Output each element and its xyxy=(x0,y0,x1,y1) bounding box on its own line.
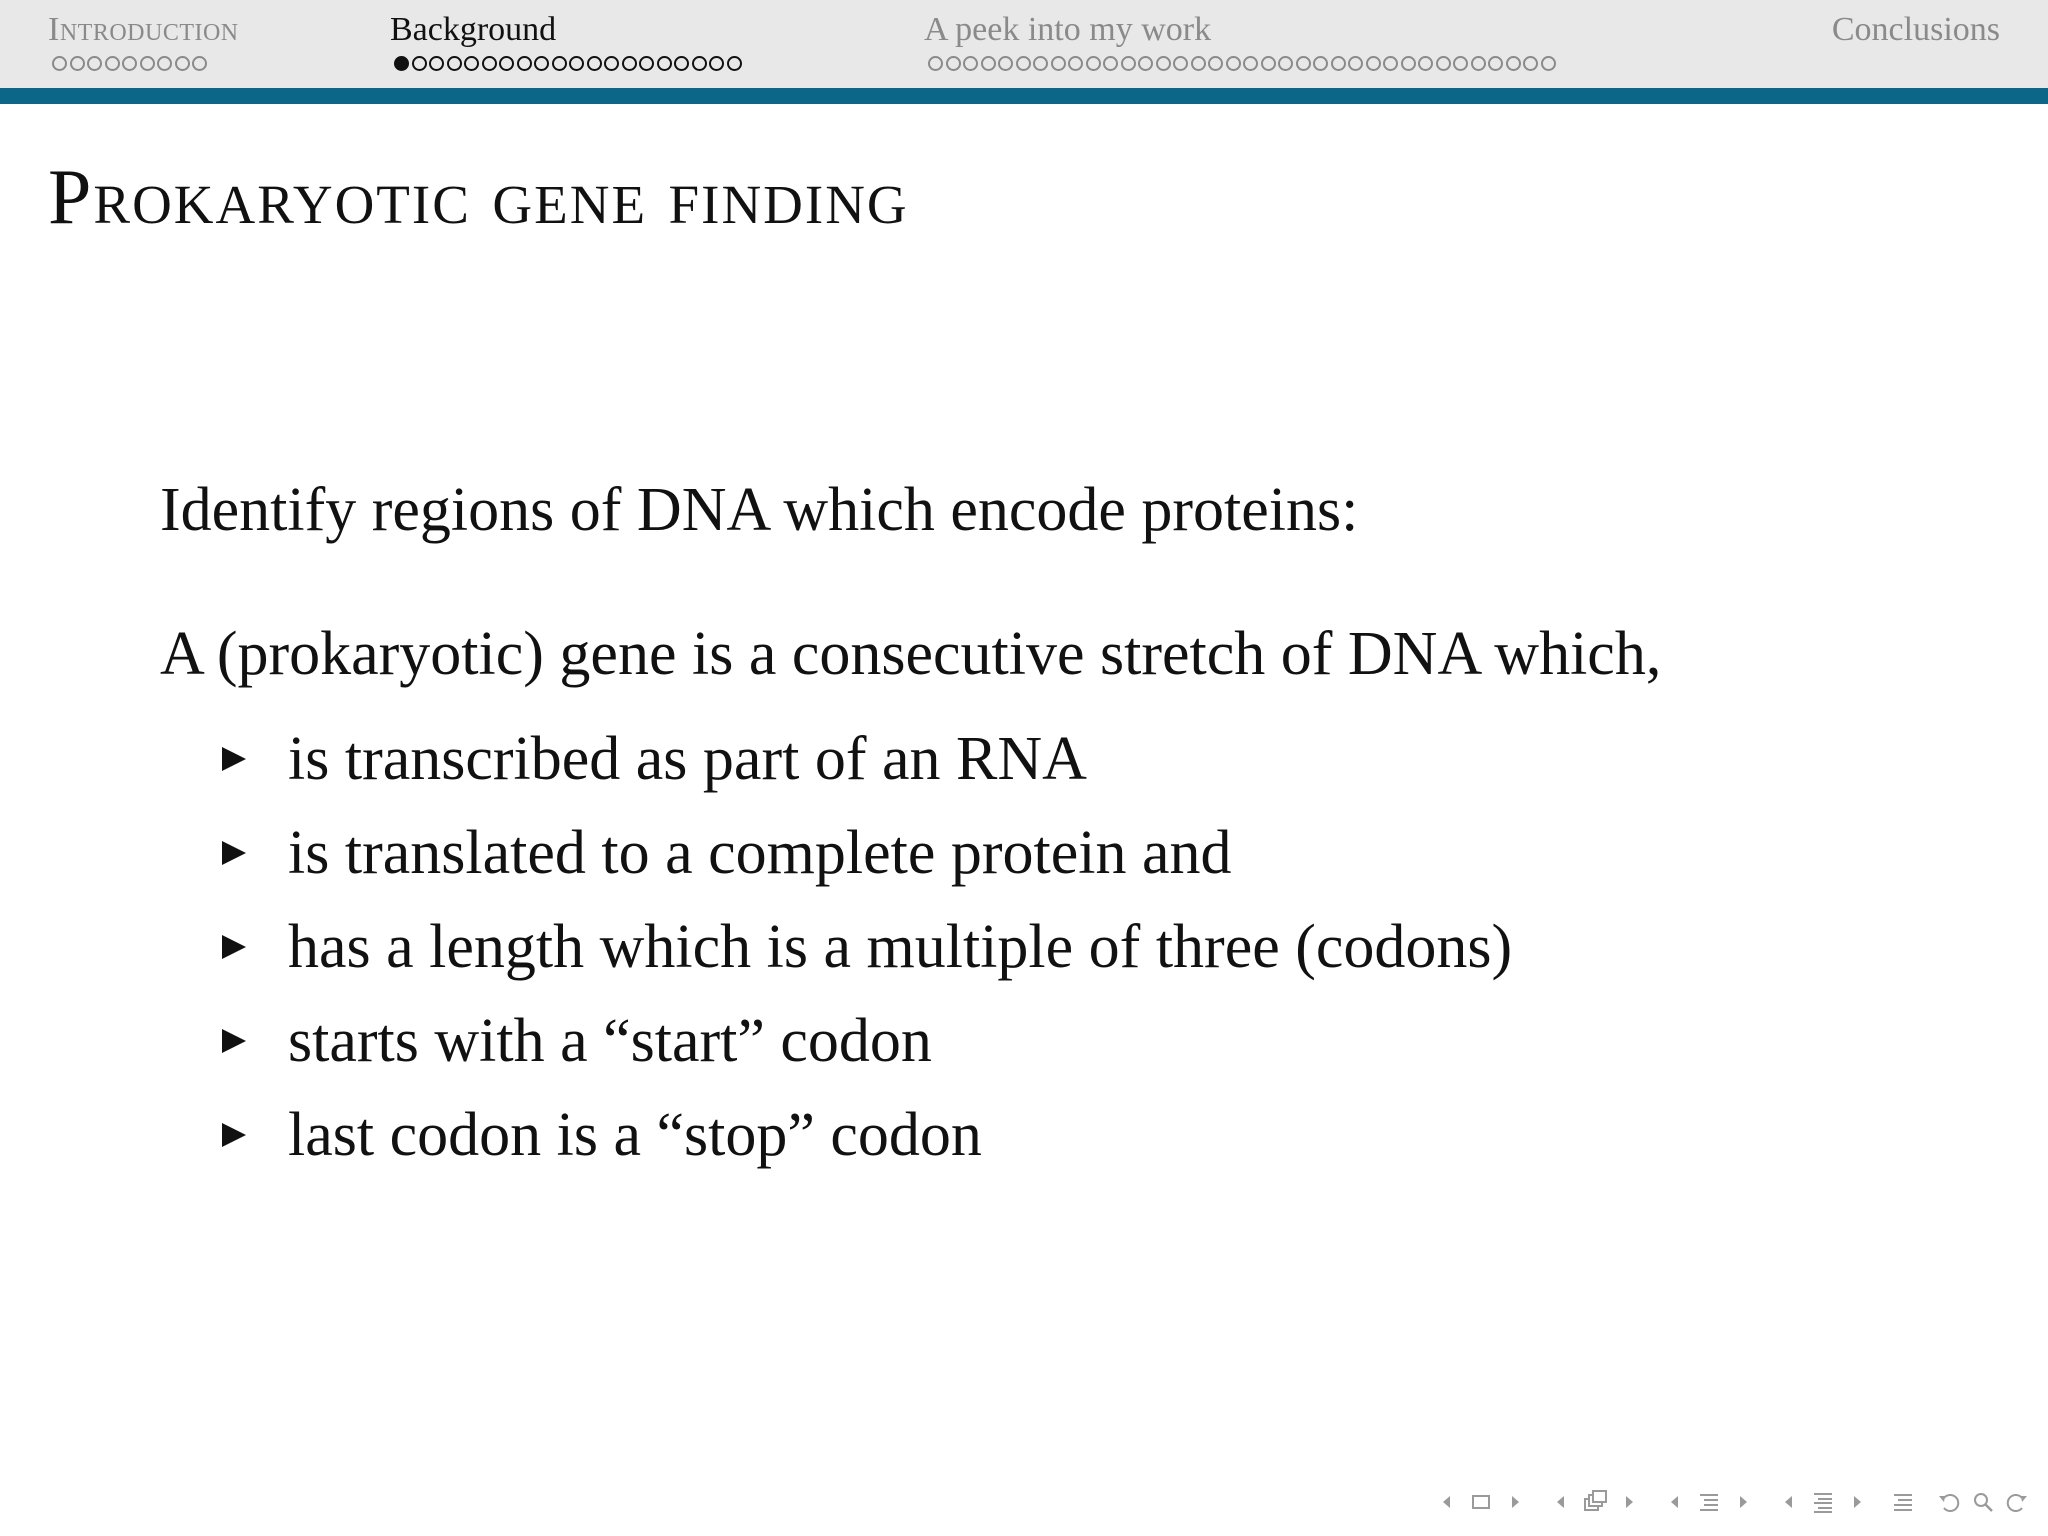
frame-dot[interactable] xyxy=(1506,56,1521,71)
nav-left-arrow-icon[interactable] xyxy=(1434,1489,1460,1515)
frame-dot[interactable] xyxy=(1208,56,1223,71)
frame-dot[interactable] xyxy=(552,56,567,71)
frame-dot[interactable] xyxy=(1121,56,1136,71)
frame-dot[interactable] xyxy=(674,56,689,71)
nav-left-arrow-icon[interactable] xyxy=(1548,1489,1574,1515)
list-item xyxy=(218,712,1512,806)
section-label: Background xyxy=(390,11,557,48)
frame-dot[interactable] xyxy=(1138,56,1153,71)
section-label: Introduction xyxy=(48,11,239,48)
frame-dot[interactable] xyxy=(517,56,532,71)
frame-dot[interactable] xyxy=(482,56,497,71)
nav-left-arrow-icon[interactable] xyxy=(1662,1489,1688,1515)
frame-dot[interactable] xyxy=(709,56,724,71)
frame-dot[interactable] xyxy=(175,56,190,71)
frame-dot[interactable] xyxy=(122,56,137,71)
frame-dot[interactable] xyxy=(657,56,672,71)
frame-dot[interactable] xyxy=(1331,56,1346,71)
header-divider xyxy=(0,88,2048,104)
frame-dot[interactable] xyxy=(692,56,707,71)
frame-dot[interactable] xyxy=(1453,56,1468,71)
frame-dot[interactable] xyxy=(1401,56,1416,71)
frame-dot[interactable] xyxy=(1173,56,1188,71)
nav-right-arrow-icon[interactable] xyxy=(1730,1489,1756,1515)
frame-dot[interactable] xyxy=(639,56,654,71)
frame-dot[interactable] xyxy=(1068,56,1083,71)
frame-dot[interactable] xyxy=(998,56,1013,71)
frame-dot[interactable] xyxy=(1086,56,1101,71)
frame-dot[interactable] xyxy=(1243,56,1258,71)
beamer-navigation-controls xyxy=(1418,1488,2030,1516)
frame-dot[interactable] xyxy=(963,56,978,71)
nav-right-arrow-icon[interactable] xyxy=(1616,1489,1642,1515)
frame-dot[interactable] xyxy=(464,56,479,71)
subsection-navigation xyxy=(1548,1489,1642,1515)
frame-dot[interactable] xyxy=(1191,56,1206,71)
triangle-bullet-icon xyxy=(222,747,246,771)
frame-dot[interactable] xyxy=(1348,56,1363,71)
nav-right-arrow-icon[interactable] xyxy=(1844,1489,1870,1515)
frame-icon[interactable] xyxy=(1468,1489,1494,1515)
frame-dot[interactable] xyxy=(1278,56,1293,71)
frame-dot[interactable] xyxy=(1471,56,1486,71)
frame-dot[interactable] xyxy=(105,56,120,71)
intro-text: Identify regions of DNA which encode proteins: xyxy=(160,476,1359,544)
frame-dot[interactable] xyxy=(52,56,67,71)
frame-dot[interactable] xyxy=(981,56,996,71)
frame-dot[interactable] xyxy=(157,56,172,71)
nav-left-arrow-icon[interactable] xyxy=(1776,1489,1802,1515)
section-icon[interactable] xyxy=(1696,1489,1722,1515)
frame-dot[interactable] xyxy=(727,56,742,71)
bullet-text: is translated to a complete protein and xyxy=(288,819,1232,887)
frame-dot[interactable] xyxy=(534,56,549,71)
list-item xyxy=(218,806,1512,900)
frame-dot[interactable] xyxy=(1313,56,1328,71)
frame-dot[interactable] xyxy=(587,56,602,71)
frame-dot[interactable] xyxy=(1016,56,1031,71)
frame-dot[interactable] xyxy=(87,56,102,71)
frame-dot[interactable] xyxy=(1296,56,1311,71)
frame-dot[interactable] xyxy=(1488,56,1503,71)
frame-dot[interactable] xyxy=(1051,56,1066,71)
frame-dot[interactable] xyxy=(447,56,462,71)
undo-icon[interactable] xyxy=(1936,1489,1962,1515)
frame-dot[interactable] xyxy=(1366,56,1381,71)
triangle-bullet-icon xyxy=(222,935,246,959)
frame-dot[interactable] xyxy=(70,56,85,71)
bullet-text: is transcribed as part of an RNA xyxy=(288,725,1087,793)
section-label: A peek into my work xyxy=(924,11,1212,48)
frame-dot[interactable] xyxy=(192,56,207,71)
outline-navigation xyxy=(1890,1489,1916,1515)
frame-navigation xyxy=(1434,1489,1528,1515)
frame-dot[interactable] xyxy=(1436,56,1451,71)
frame-dot[interactable] xyxy=(412,56,427,71)
list-item xyxy=(218,900,1512,994)
frame-dot[interactable] xyxy=(394,56,409,71)
section-link-introduction[interactable] xyxy=(48,10,239,50)
bullet-list xyxy=(218,712,1512,1182)
section-progress-dots xyxy=(394,56,742,74)
section-navigation xyxy=(1662,1489,1756,1515)
frame-dot[interactable] xyxy=(946,56,961,71)
outline-icon[interactable] xyxy=(1890,1489,1916,1515)
section-progress-dots xyxy=(52,56,207,74)
redo-icon[interactable] xyxy=(2004,1489,2030,1515)
slide-title: Prokaryotic gene finding xyxy=(48,153,909,240)
list-item xyxy=(218,1088,1512,1182)
frame-dot[interactable] xyxy=(140,56,155,71)
section-link-peek-into-my-work[interactable] xyxy=(924,10,1211,50)
frame-dot[interactable] xyxy=(1523,56,1538,71)
document-navigation xyxy=(1776,1489,1870,1515)
frame-dot[interactable] xyxy=(1103,56,1118,71)
frame-dot[interactable] xyxy=(1261,56,1276,71)
triangle-bullet-icon xyxy=(222,1123,246,1147)
section-label: Conclusions xyxy=(1831,11,2000,48)
frame-dot[interactable] xyxy=(1033,56,1048,71)
section-navigation-bar xyxy=(0,0,2048,88)
section-link-conclusions[interactable] xyxy=(1832,10,2000,50)
document-icon[interactable] xyxy=(1810,1489,1836,1515)
triangle-bullet-icon xyxy=(222,1029,246,1053)
definition-text: A (prokaryotic) gene is a consecutive stretch of DNA which, xyxy=(160,620,1662,688)
section-link-background[interactable] xyxy=(390,10,556,50)
bullet-text: starts with a “start” codon xyxy=(288,1007,932,1075)
frame-dot[interactable] xyxy=(1541,56,1556,71)
section-progress-dots xyxy=(928,56,1556,74)
frame-dot[interactable] xyxy=(1156,56,1171,71)
frame-dot[interactable] xyxy=(622,56,637,71)
search-navigation xyxy=(1936,1489,2030,1515)
subsection-icon[interactable] xyxy=(1582,1489,1608,1515)
list-item xyxy=(218,994,1512,1088)
frame-dot[interactable] xyxy=(928,56,943,71)
frame-dot[interactable] xyxy=(604,56,619,71)
frame-dot[interactable] xyxy=(1226,56,1241,71)
search-icon[interactable] xyxy=(1970,1489,1996,1515)
bullet-text: has a length which is a multiple of three (codons) xyxy=(288,913,1513,981)
bullet-text: last codon is a “stop” codon xyxy=(288,1101,982,1169)
frame-dot[interactable] xyxy=(499,56,514,71)
frame-dot[interactable] xyxy=(569,56,584,71)
frame-dot[interactable] xyxy=(429,56,444,71)
triangle-bullet-icon xyxy=(222,841,246,865)
frame-dot[interactable] xyxy=(1383,56,1398,71)
frame-dot[interactable] xyxy=(1418,56,1433,71)
nav-right-arrow-icon[interactable] xyxy=(1502,1489,1528,1515)
